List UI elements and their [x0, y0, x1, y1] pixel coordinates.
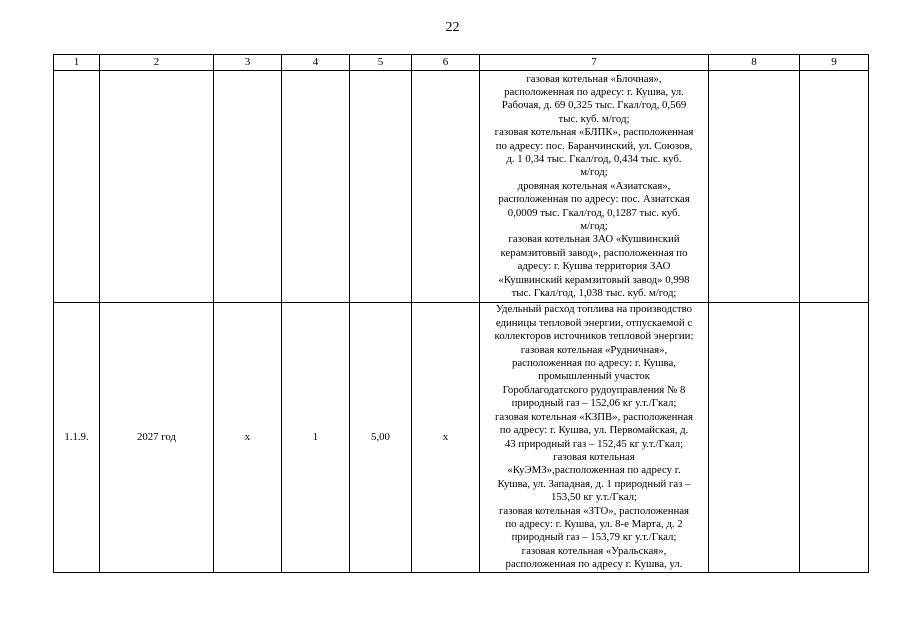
text-line: 0,0009 тыс. Гкал/год, 0,1287 тыс. куб.	[507, 206, 681, 219]
table-cell: х	[214, 303, 282, 573]
table-row	[54, 303, 869, 573]
table-cell	[214, 71, 282, 303]
column-header: 4	[282, 55, 350, 71]
column-header: 7	[480, 55, 709, 71]
text-line: Гороблагодатского рудоуправления № 8	[502, 383, 686, 396]
column-header: 2	[100, 55, 214, 71]
column-header: 8	[709, 55, 800, 71]
text-line: тыс. куб. м/год;	[558, 112, 630, 125]
text-line: газовая котельная	[553, 450, 635, 463]
text-line: Кушва, ул. Западная, д. 1 природный газ –	[497, 477, 691, 490]
table-cell	[709, 71, 800, 303]
table-cell	[412, 71, 480, 303]
text-line: 43 природный газ – 152,45 кг у.т./Гкал;	[504, 437, 684, 450]
table-row	[54, 71, 869, 303]
table-cell	[800, 71, 869, 303]
text-line: м/год;	[580, 220, 608, 233]
table-header-row	[54, 55, 869, 71]
text-line: расположенная по адресу: г. Кушва,	[511, 357, 677, 370]
column-header: 5	[350, 55, 412, 71]
text-line: по адресу: г. Кушва, ул. 8-е Марта, д. 2	[505, 517, 683, 530]
text-line: газовая котельная «Блочная»,	[526, 72, 662, 85]
text-line: расположенная по адресу г. Кушва, ул.	[505, 558, 683, 571]
text-line: газовая котельная «БЛПК», расположенная	[494, 126, 694, 139]
text-line: газовая котельная «Рудничная»,	[520, 343, 668, 356]
text-line: д. 1 0,34 тыс. Гкал/год, 0,434 тыс. куб.	[506, 152, 682, 165]
description-cell	[480, 71, 709, 303]
text-line: расположенная по адресу: пос. Азиатская	[498, 193, 690, 206]
text-line: Удельный расход топлива на производство	[495, 303, 693, 316]
year-cell: 2027 год	[100, 303, 214, 573]
column-header: 3	[214, 55, 282, 71]
text-line: 153,50 кг у.т./Гкал;	[551, 491, 637, 504]
text-line: расположенная по адресу: г. Кушва, ул.	[504, 85, 684, 98]
text-line: природный газ – 153,79 кг у.т./Гкал;	[511, 531, 677, 544]
text-line: Рабочая, д. 69 0,325 тыс. Гкал/год, 0,569	[501, 99, 687, 112]
table-cell	[54, 71, 100, 303]
text-line: по адресу: пос. Баранчинский, ул. Союзов,	[495, 139, 693, 152]
item-number-cell: 1.1.9.	[54, 303, 100, 573]
table-cell	[350, 71, 412, 303]
text-line: коллекторов источников тепловой энергии:	[494, 330, 694, 343]
text-line: газовая котельная «Уральская»,	[521, 544, 667, 557]
text-line: единицы тепловой энергии, отпускаемой с	[495, 316, 693, 329]
text-line: газовая котельная «ЗТО», расположенная	[498, 504, 690, 517]
table-cell	[800, 303, 869, 573]
text-line: по адресу: г. Кушва, ул. Первомайская, д.	[499, 424, 689, 437]
description-cell	[480, 303, 709, 573]
column-header: 9	[800, 55, 869, 71]
text-line: керамзитовый завод», расположенная по	[500, 246, 688, 259]
table-cell	[100, 71, 214, 303]
text-line: газовая котельная ЗАО «Кушвинский	[508, 233, 680, 246]
text-line: м/год;	[580, 166, 608, 179]
text-line: «КуЭМЗ»,расположенная по адресу г.	[507, 464, 681, 477]
table-cell	[709, 303, 800, 573]
text-line: газовая котельная «КЗПВ», расположенная	[494, 410, 693, 423]
data-table	[53, 54, 869, 573]
text-line: природный газ – 152,06 кг у.т./Гкал;	[511, 397, 677, 410]
text-line: дровяная котельная «Азиатская»,	[517, 179, 671, 192]
page-number: 22	[445, 20, 460, 35]
table-cell: 1	[282, 303, 350, 573]
column-header: 1	[54, 55, 100, 71]
text-line: промышленный участок	[538, 370, 650, 383]
column-header: 6	[412, 55, 480, 71]
table-cell: 5,00	[350, 303, 412, 573]
text-line: «Кушвинский керамзитовый завод» 0,998	[498, 273, 690, 286]
text-line: адресу: г. Кушва территория ЗАО	[517, 260, 671, 273]
table-cell	[282, 71, 350, 303]
text-line: тыс. Гкал/год, 1,038 тыс. куб. м/год;	[511, 287, 677, 300]
table-cell: х	[412, 303, 480, 573]
